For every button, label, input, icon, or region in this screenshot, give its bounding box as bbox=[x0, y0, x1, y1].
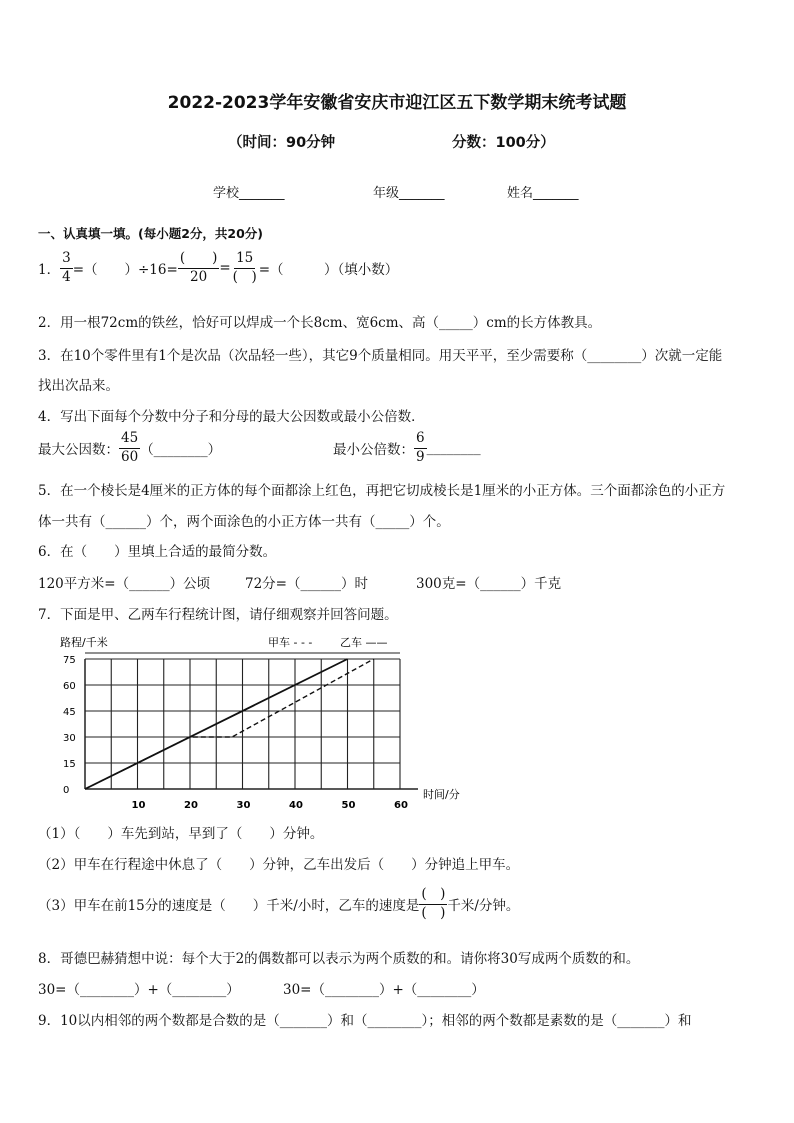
section-heading: 一、认真填一填。(每小题2分，共20分) bbox=[38, 226, 264, 241]
legend-a: 甲车 - - - bbox=[268, 636, 313, 649]
q4-gcd-label: 最大公因数： bbox=[38, 442, 119, 458]
name-field: 姓名_______ bbox=[507, 186, 579, 201]
question-5-line-2: 体一共有（______）个，两个面涂色的小正方体一共有（_____）个。 bbox=[38, 514, 450, 530]
legend-b: 乙车 —— bbox=[340, 636, 388, 649]
exam-time: （时间：90分钟 bbox=[228, 135, 336, 151]
q6-item-c: 300克=（______）千克 bbox=[416, 576, 562, 592]
q4-gcd-fraction: $\frac{45}{60}$ bbox=[121, 430, 139, 465]
x-tick-label: 60 bbox=[394, 800, 408, 810]
q1-mid-text: =（ ）÷16= bbox=[72, 262, 178, 278]
q4-lcm-blank: ________ bbox=[426, 440, 481, 456]
y-tick-label: 45 bbox=[63, 707, 76, 718]
question-3-line-2: 找出次品来。 bbox=[38, 378, 119, 394]
page-title: 2022-2023学年安徽省安庆市迎江区五下数学期末统考试题 bbox=[167, 93, 627, 113]
q1-tail-text: =（ ）（填小数） bbox=[258, 262, 399, 278]
q1-fraction-2: $\frac{( )}{20}$ bbox=[179, 250, 218, 285]
q4-gcd bbox=[38, 432, 221, 464]
travel-chart bbox=[30, 628, 470, 810]
q7-part-1: （1）（ ）车先到站，早到了（ ）分钟。 bbox=[38, 826, 324, 842]
q1-fraction-3: $\frac{15}{( )}$ bbox=[232, 250, 257, 285]
question-8: 8．哥德巴赫猜想中说：每个大于2的偶数都可以表示为两个质数的和。请你将30写成两个质数的和。 bbox=[38, 951, 640, 967]
q7-part-3 bbox=[38, 888, 519, 920]
question-3-line-1: 3．在10个零件里有1个是次品（次品轻一些），其它9个质量相同。用天平平，至少需要称（________）次就一定能 bbox=[38, 348, 723, 364]
x-tick-label: 20 bbox=[184, 800, 198, 810]
exam-score: 分数：100分） bbox=[452, 135, 555, 151]
q8-answer-b: 30=（________）+（________） bbox=[283, 982, 485, 998]
question-9: 9．10以内相邻的两个数都是合数的是（_______）和（________）；相邻的两个数都是素数的是（_______）和 bbox=[38, 1013, 692, 1029]
q4-gcd-blank: （________） bbox=[140, 442, 222, 458]
x-tick-label: 30 bbox=[236, 800, 251, 810]
series-line-jia bbox=[85, 659, 374, 789]
q4-lcm bbox=[333, 432, 481, 464]
y-tick-label: 30 bbox=[63, 733, 76, 744]
question-6: 6．在（ ）里填上合适的最简分数。 bbox=[38, 544, 277, 560]
x-tick-label: 50 bbox=[341, 800, 356, 810]
question-1 bbox=[38, 252, 398, 284]
question-7: 7．下面是甲、乙两车行程统计图，请仔细观察并回答问题。 bbox=[38, 607, 398, 623]
q4-lcm-fraction: $\frac{6}{9}$ bbox=[416, 430, 425, 465]
grade-field: 年级_______ bbox=[373, 186, 445, 201]
q7-part-3-fraction: $\frac{( )}{( )}$ bbox=[421, 886, 446, 921]
school-field: 学校_______ bbox=[213, 186, 285, 201]
q6-item-a: 120平方米=（______）公顷 bbox=[38, 576, 211, 592]
x-tick-label: 10 bbox=[131, 800, 146, 810]
question-2: 2．用一根72cm的铁丝，恰好可以焊成一个长8cm、宽6cm、高（_____）cm的长方体教具。 bbox=[38, 315, 602, 331]
q6-item-b: 72分=（______）时 bbox=[245, 576, 368, 592]
y-tick-label: 15 bbox=[63, 759, 76, 770]
q8-answer-a: 30=（________）+（________） bbox=[38, 982, 240, 998]
y-tick-label: 0 bbox=[63, 785, 70, 796]
y-tick-label: 60 bbox=[63, 681, 76, 692]
question-4: 4．写出下面每个分数中分子和分母的最大公因数或最小公倍数． bbox=[38, 409, 425, 425]
chart-grid bbox=[85, 653, 418, 789]
q7-part-3-text: （3）甲车在前15分的速度是（ ）千米/小时，乙车的速度是 bbox=[38, 898, 420, 914]
x-axis-label: 时间/分 bbox=[423, 788, 460, 801]
q4-lcm-label: 最小公倍数： bbox=[333, 442, 414, 458]
y-tick-label: 75 bbox=[63, 655, 76, 666]
q1-equals: = bbox=[219, 260, 231, 276]
y-axis-label: 路程/千米 bbox=[60, 636, 108, 649]
x-tick-label: 40 bbox=[289, 800, 303, 810]
q1-number: 1． bbox=[38, 262, 61, 278]
q7-part-3-unit: 千米/分钟。 bbox=[447, 898, 520, 914]
question-5-line-1: 5．在一个棱长是4厘米的正方体的每个面都涂上红色，再把它切成棱长是1厘米的小正方体。三个面都涂色的小正方 bbox=[38, 483, 726, 499]
q1-fraction-1: $\frac{3}{4}$ bbox=[62, 250, 71, 285]
q7-part-2: （2）甲车在行程途中休息了（ ）分钟，乙车出发后（ ）分钟追上甲车。 bbox=[38, 857, 520, 873]
